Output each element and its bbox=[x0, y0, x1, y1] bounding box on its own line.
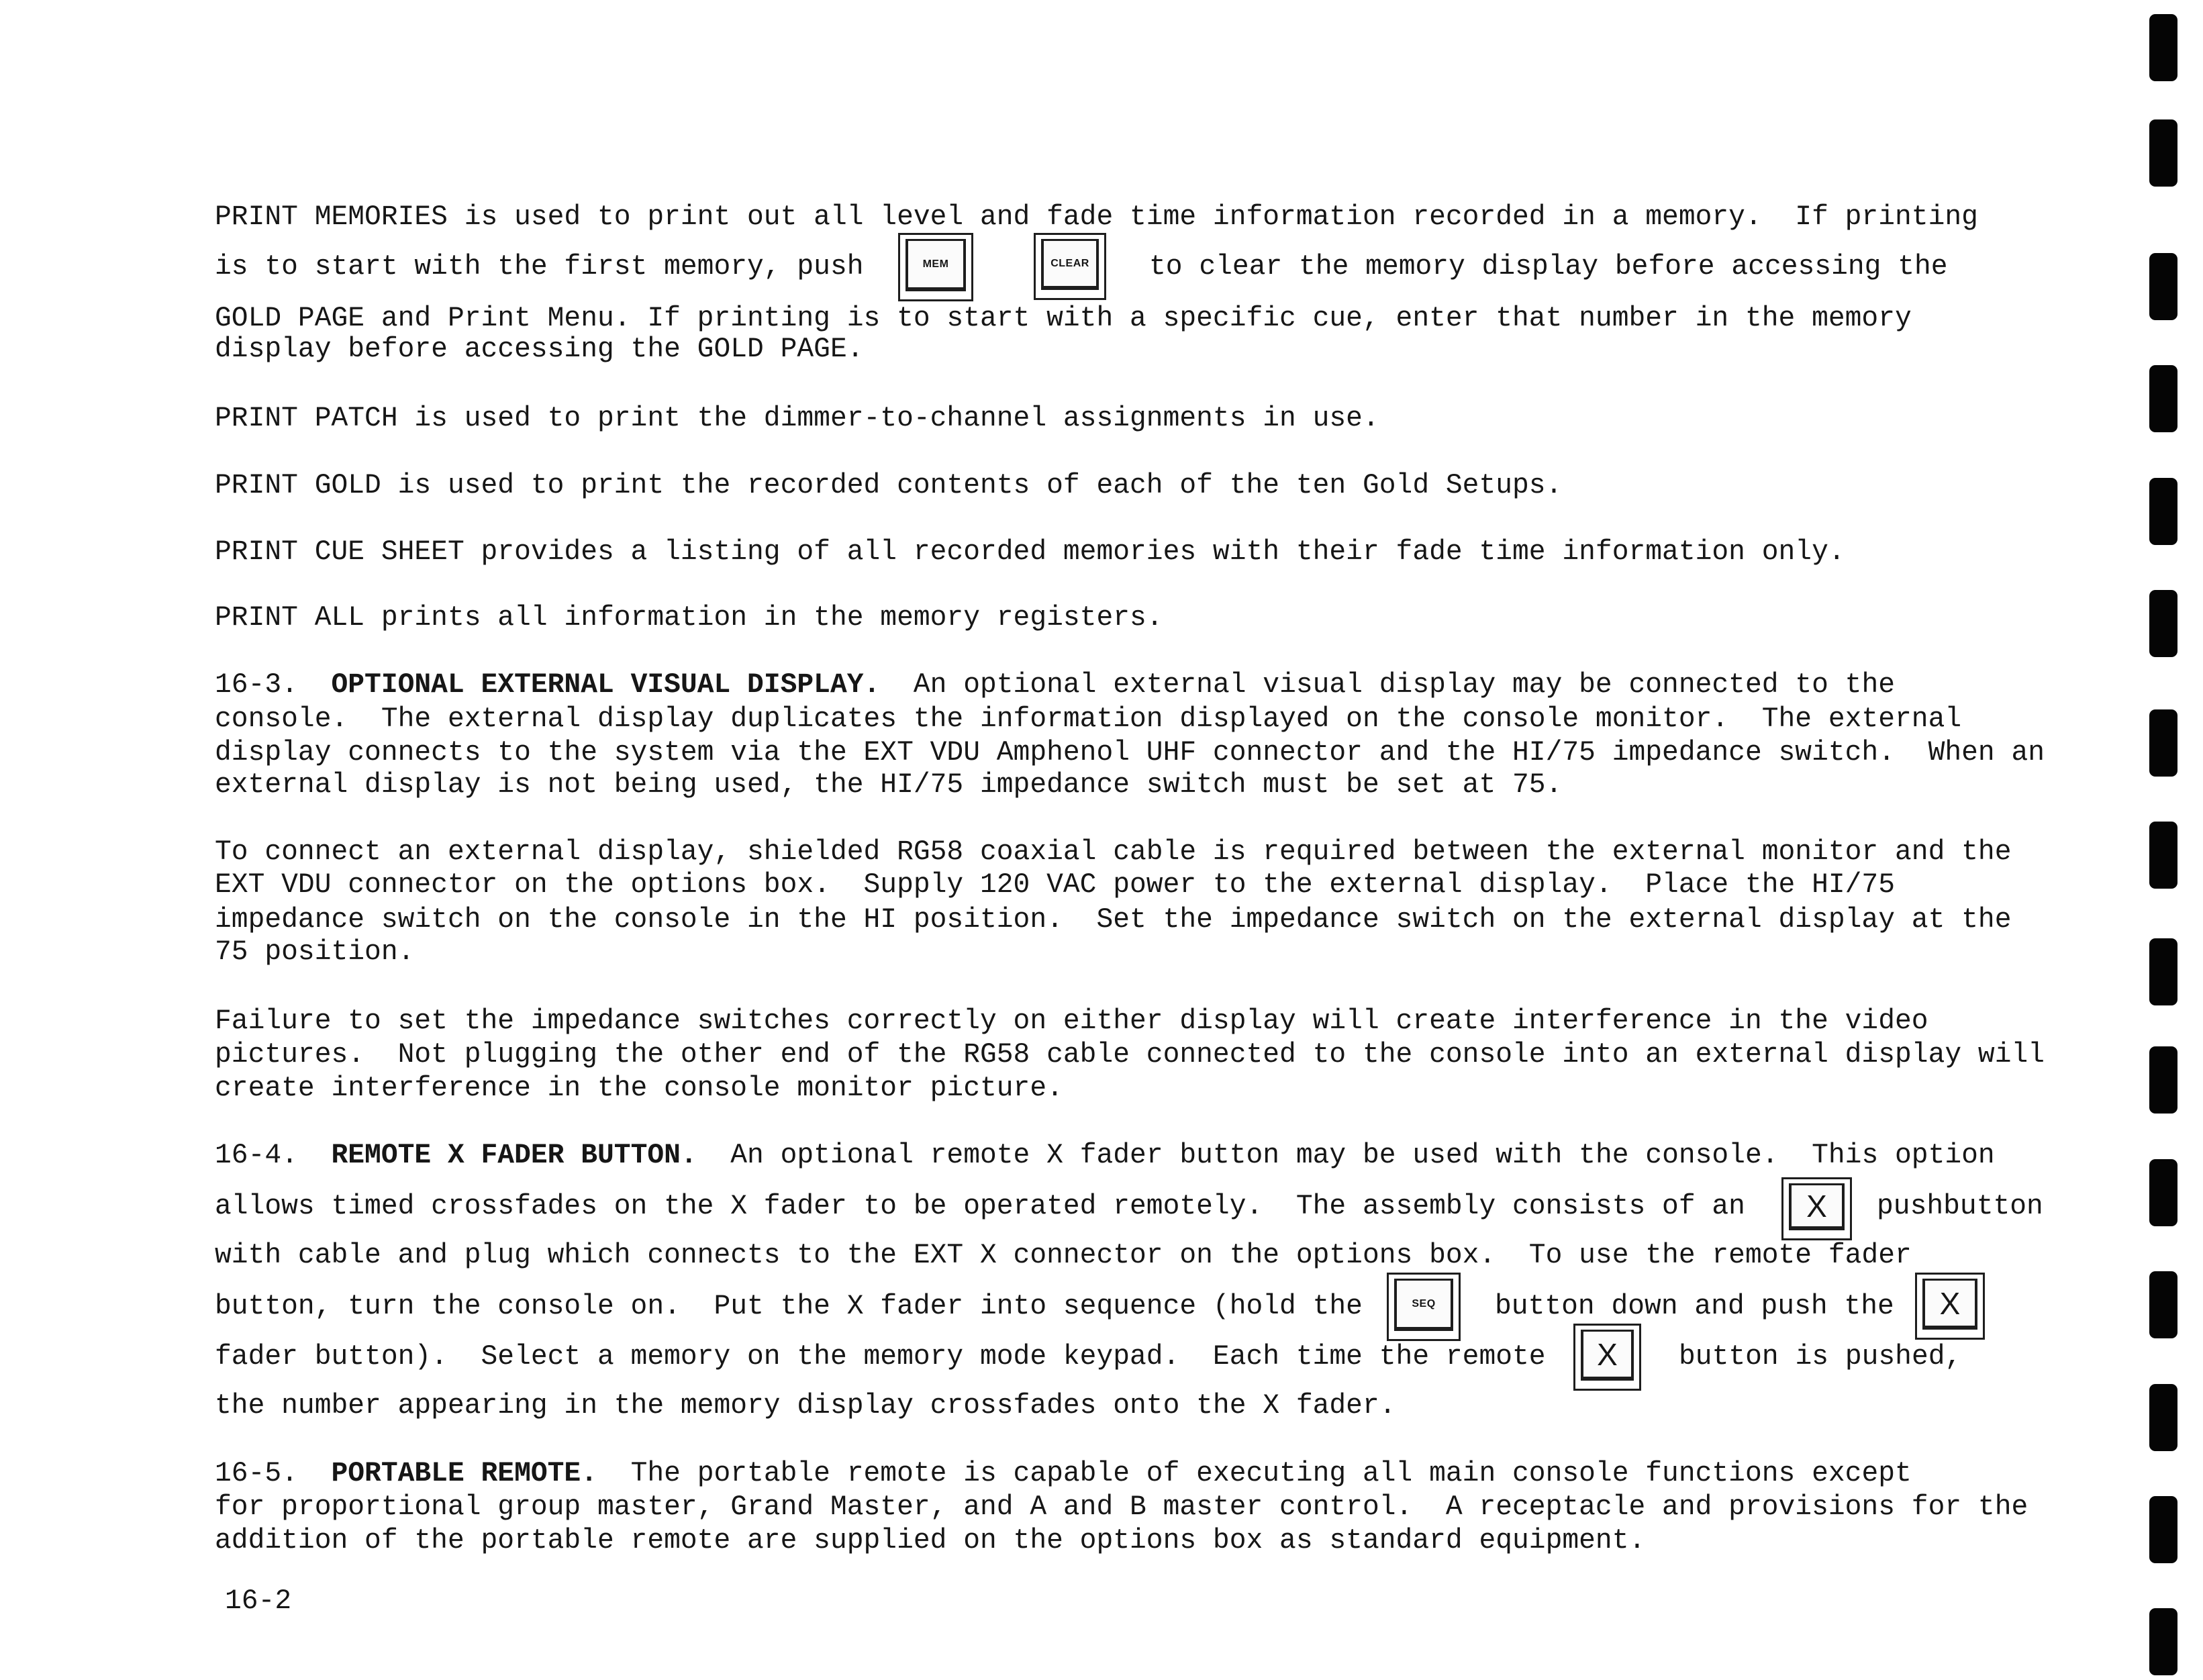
binding-mark bbox=[2149, 1159, 2177, 1226]
binding-mark bbox=[2149, 1608, 2177, 1675]
binding-mark bbox=[2149, 822, 2177, 889]
print-memories-line-4: display before accessing the GOLD PAGE. bbox=[215, 334, 864, 365]
binding-mark bbox=[2149, 938, 2177, 1005]
section-16-5-heading-line bbox=[215, 1457, 1912, 1491]
body-line: EXT VDU connector on the options box. Supply 120 VAC power to the external display. Place the HI/75 bbox=[215, 870, 1895, 901]
body-line: the number appearing in the memory display crossfades onto the X fader. bbox=[215, 1391, 1396, 1422]
body-line: impedance switch on the console in the HI position. Set the impedance switch on the external display at the bbox=[215, 905, 2012, 936]
print-patch-paragraph: PRINT PATCH is used to print the dimmer-to-channel assignments in use. bbox=[215, 403, 1379, 434]
body-line: for proportional group master, Grand Master, and A and B master control. A receptacle and provisions for the bbox=[215, 1492, 2028, 1523]
section-16-3-heading-line bbox=[215, 669, 1895, 702]
mem-key-icon bbox=[898, 233, 973, 301]
body-line-segment: button down and push the bbox=[1495, 1291, 1894, 1322]
binding-mark bbox=[2149, 253, 2177, 320]
clear-key-cap bbox=[1041, 239, 1099, 290]
binding-mark bbox=[2149, 14, 2177, 81]
body-line: button, turn the console on. Put the X fader into sequence (hold the bbox=[215, 1291, 1363, 1322]
body-line-segment: button is pushed, bbox=[1679, 1342, 1962, 1373]
print-memories-line-3: GOLD PAGE and Print Menu. If printing is to start with a specific cue, enter that number in the memory bbox=[215, 303, 1912, 334]
binding-mark bbox=[2149, 709, 2177, 777]
x-key-cap bbox=[1581, 1330, 1634, 1381]
body-line: addition of the portable remote are supplied on the options box as standard equipment. bbox=[215, 1526, 1646, 1557]
x-key-icon bbox=[1915, 1273, 1985, 1340]
mem-key-cap bbox=[905, 239, 966, 291]
section-title: REMOTE X FADER BUTTON. bbox=[331, 1140, 697, 1171]
page-number: 16-2 bbox=[225, 1586, 292, 1617]
body-line: 75 position. bbox=[215, 937, 415, 968]
mem-key-label: MEM bbox=[922, 258, 949, 270]
print-memories-line-2a: is to start with the first memory, push bbox=[215, 252, 864, 283]
binding-mark bbox=[2149, 1496, 2177, 1563]
x-key-label: X bbox=[1939, 1285, 1961, 1321]
body-line: fader button). Select a memory on the memory mode keypad. Each time the remote bbox=[215, 1342, 1546, 1373]
body-line: display connects to the system via the EXT VDU Amphenol UHF connector and the HI/75 impedance switch. When an bbox=[215, 738, 2045, 769]
binding-mark bbox=[2149, 119, 2177, 187]
print-cue-sheet-paragraph: PRINT CUE SHEET provides a listing of all recorded memories with their fade time information only. bbox=[215, 537, 1845, 568]
body-line: allows timed crossfades on the X fader to be operated remotely. The assembly consists of an bbox=[215, 1191, 1745, 1222]
binding-mark bbox=[2149, 1271, 2177, 1338]
print-all-paragraph: PRINT ALL prints all information in the memory registers. bbox=[215, 603, 1163, 634]
section-number: 16-4. bbox=[215, 1140, 298, 1171]
body-line-segment: pushbutton bbox=[1877, 1191, 2043, 1222]
x-key-icon bbox=[1573, 1324, 1641, 1391]
x-key-icon bbox=[1781, 1177, 1852, 1240]
clear-key-label: CLEAR bbox=[1050, 257, 1089, 269]
seq-key-cap bbox=[1394, 1279, 1453, 1331]
binding-mark bbox=[2149, 365, 2177, 432]
section-title: OPTIONAL EXTERNAL VISUAL DISPLAY. bbox=[331, 670, 881, 701]
body-line: external display is not being used, the HI/75 impedance switch must be set at 75. bbox=[215, 770, 1563, 801]
print-memories-line-2b: to clear the memory display before accessing the bbox=[1149, 252, 1948, 283]
body-line: create interference in the console monitor picture. bbox=[215, 1073, 1063, 1104]
section-intro: An optional external visual display may be connected to the bbox=[913, 670, 1896, 701]
x-key-cap bbox=[1922, 1279, 1977, 1330]
seq-key-icon bbox=[1387, 1273, 1461, 1341]
binding-mark bbox=[2149, 1384, 2177, 1451]
x-key-label: X bbox=[1597, 1336, 1618, 1372]
section-16-4-heading-line bbox=[215, 1139, 1995, 1173]
body-line: pictures. Not plugging the other end of the RG58 cable connected to the console into an external display will bbox=[215, 1040, 2045, 1071]
section-intro: An optional remote X fader button may be used with the console. This option bbox=[730, 1140, 1995, 1171]
clear-key-icon bbox=[1034, 233, 1106, 300]
section-title: PORTABLE REMOTE. bbox=[331, 1459, 597, 1489]
binding-mark bbox=[2149, 478, 2177, 545]
binding-mark bbox=[2149, 1046, 2177, 1114]
body-line: To connect an external display, shielded RG58 coaxial cable is required between the external monitor and the bbox=[215, 837, 2012, 868]
print-memories-line-1: PRINT MEMORIES is used to print out all level and fade time information recorded in a memory. If printing bbox=[215, 202, 1978, 233]
x-key-cap bbox=[1789, 1183, 1845, 1230]
seq-key-label: SEQ bbox=[1412, 1297, 1436, 1310]
x-key-label: X bbox=[1806, 1188, 1827, 1224]
section-number: 16-5. bbox=[215, 1459, 298, 1489]
binding-mark bbox=[2149, 590, 2177, 657]
section-number: 16-3. bbox=[215, 670, 298, 701]
print-gold-paragraph: PRINT GOLD is used to print the recorded contents of each of the ten Gold Setups. bbox=[215, 471, 1563, 501]
section-intro: The portable remote is capable of executing all main console functions except bbox=[630, 1459, 1912, 1489]
body-line: Failure to set the impedance switches correctly on either display will create interference in the video bbox=[215, 1006, 1928, 1037]
body-line: with cable and plug which connects to the EXT X connector on the options box. To use the remote fader bbox=[215, 1240, 1912, 1271]
body-line: console. The external display duplicates the information displayed on the console monitor. The external bbox=[215, 704, 1962, 735]
